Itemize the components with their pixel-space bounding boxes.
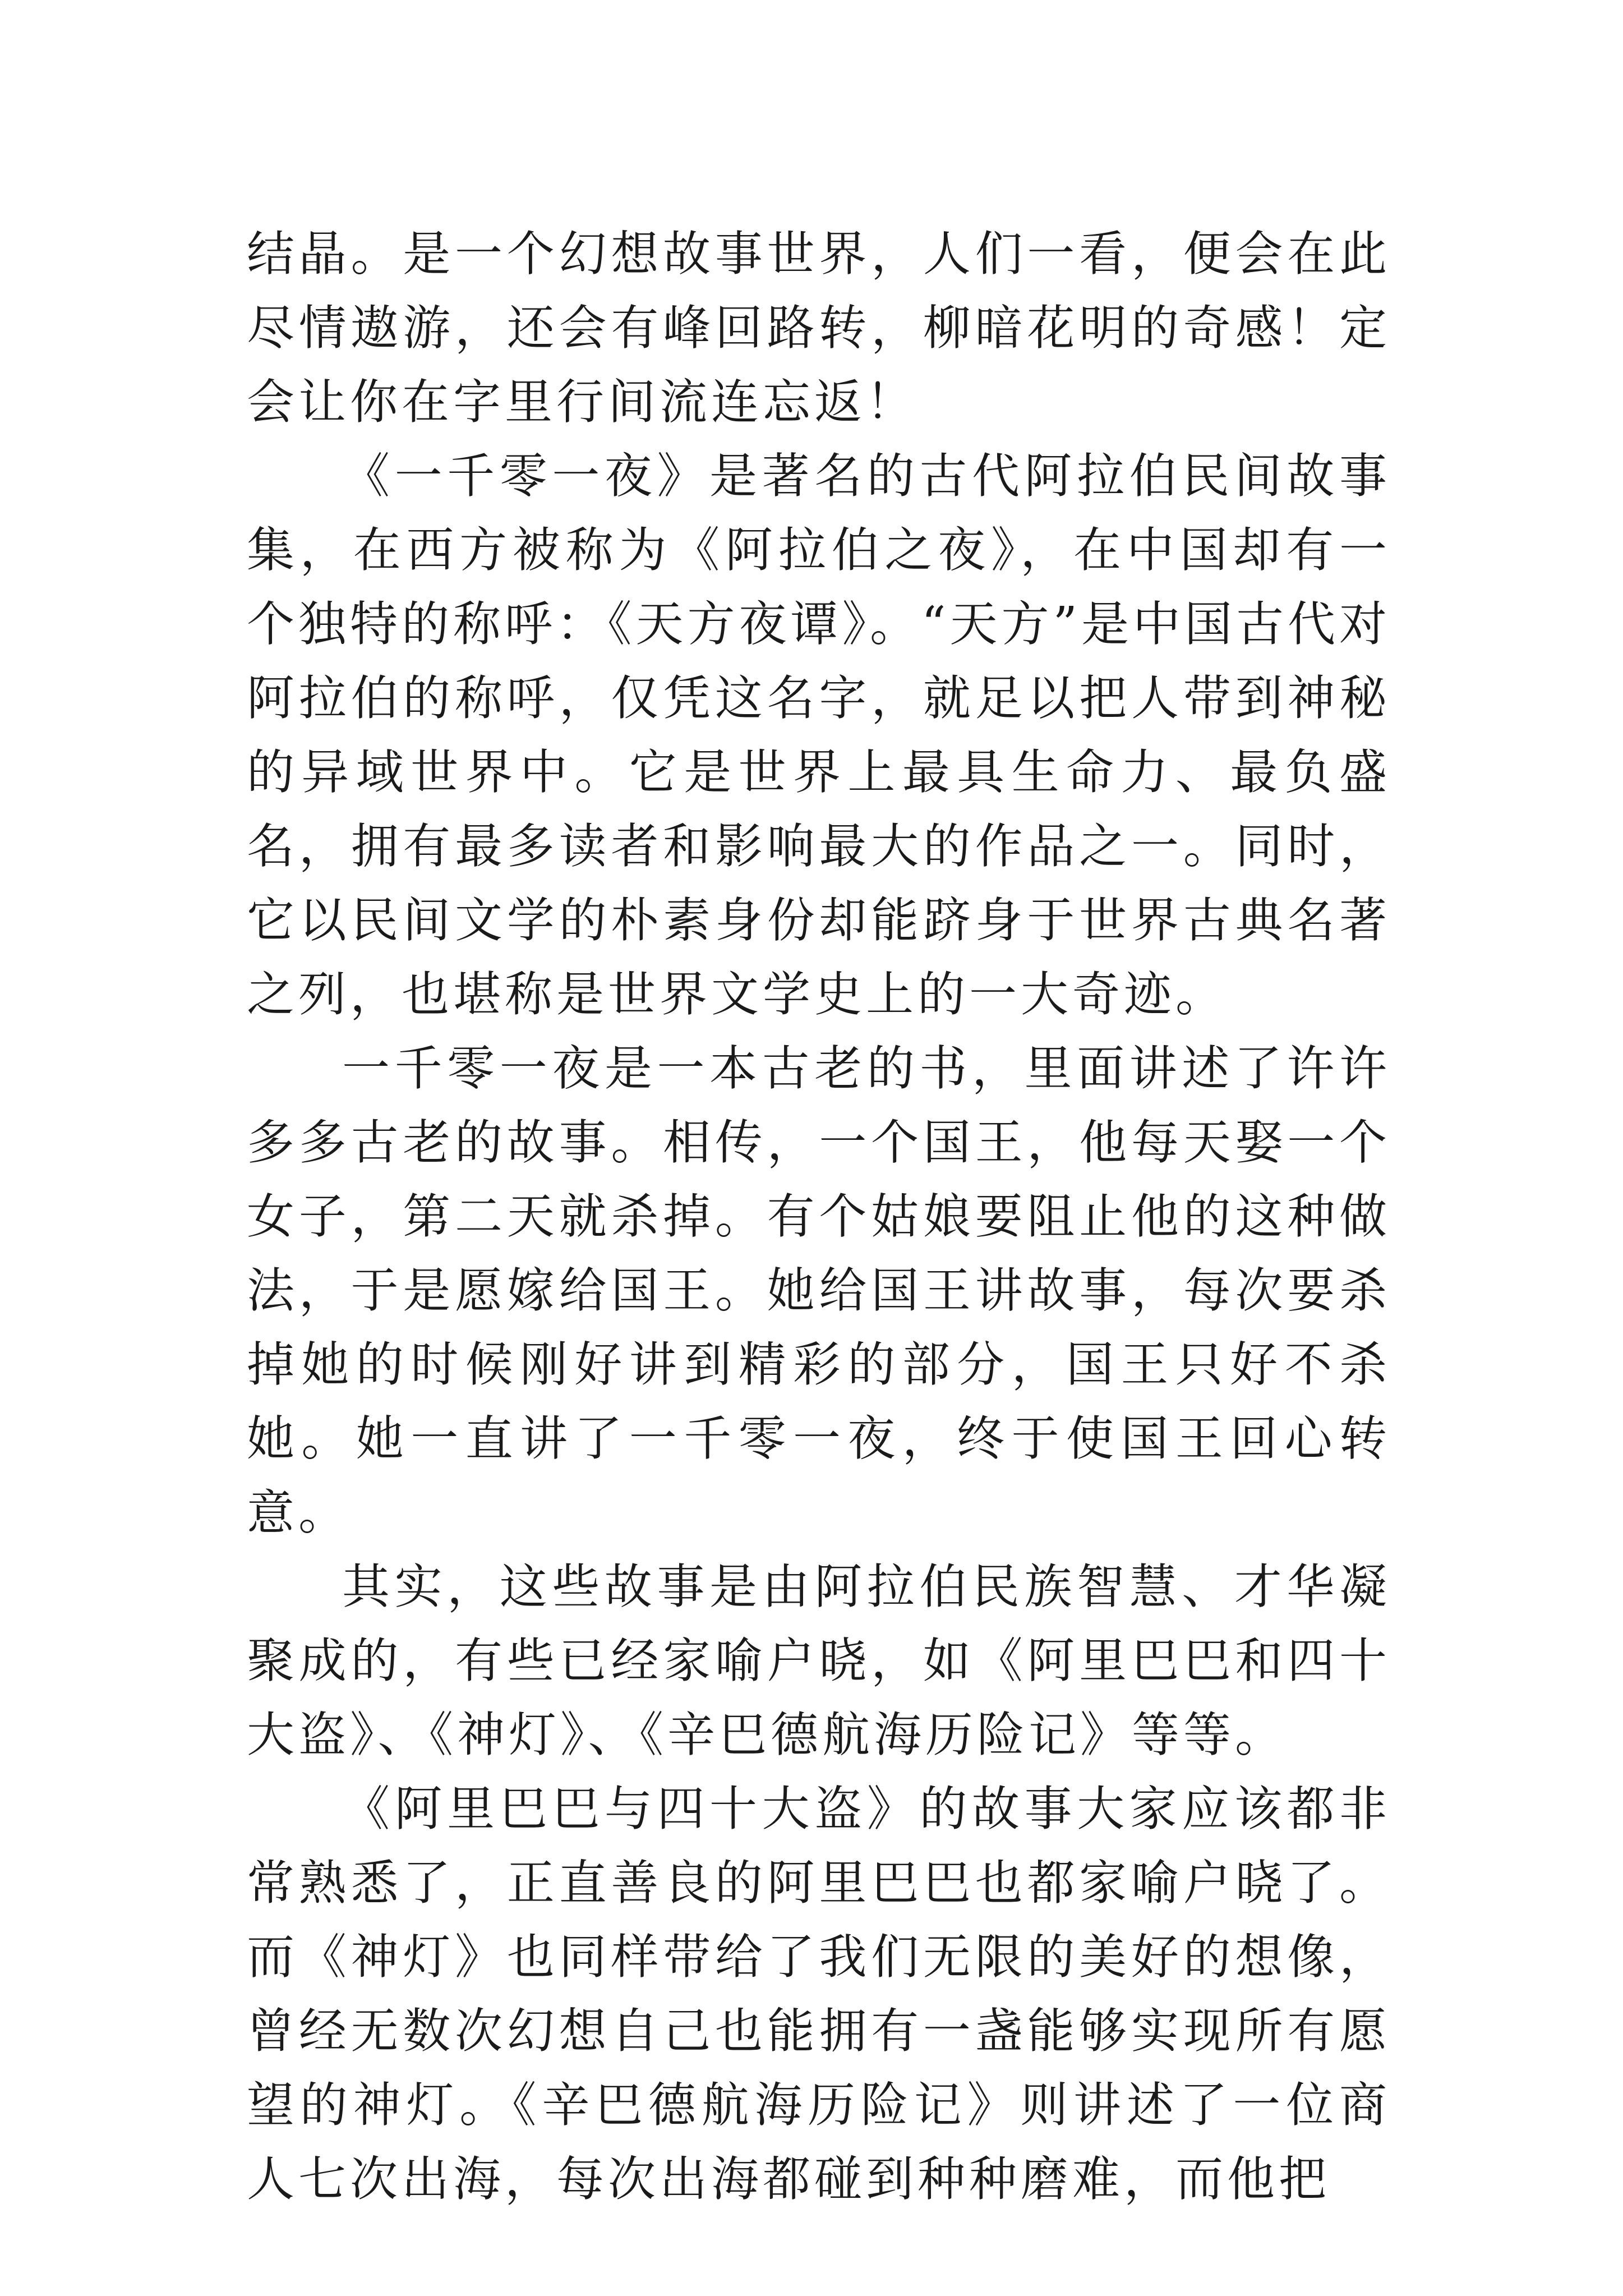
paragraph-4: 其实，这些故事是由阿拉伯民族智慧、才华凝聚成的，有些已经家喻户晓，如《阿里巴巴和四十大盗》、《神灯》、《辛巴德航海历险记》等等。: [247, 1559, 1391, 1763]
paragraph-1: 结晶。是一个幻想故事世界，人们一看，便会在此尽情遨游，还会有峰回路转，柳暗花明的奇感！定会让你在字里行间流连忘返！: [247, 227, 1391, 430]
document-body: [247, 218, 1391, 2217]
paragraph-5: 《阿里巴巴与四十大盗》的故事大家应该都非常熟悉了，正直善良的阿里巴巴也都家喻户晓了。而《神灯》也同样带给了我们无限的美好的想像，曾经无数次幻想自己也能拥有一盏能够实现所有愿望的神灯。《辛巴德航海历险记》则讲述了一位商人七次出海，每次出海都碰到种种磨难，而他把: [247, 1782, 1391, 2207]
paragraph-2: 《一千零一夜》是著名的古代阿拉伯民间故事集，在西方被称为《阿拉伯之夜》，在中国却有一个独特的称呼：《天方夜谭》。“天方”是中国古代对阿拉伯的称呼，仅凭这名字，就足以把人带到神秘的异域世界中。它是世界上最具生命力、最负盛名，拥有最多读者和影响最大的作品之一。同时，它以民间文学的朴素身份却能跻身于世界古典名著之列，也堪称是世界文学史上的一大奇迹。: [247, 449, 1391, 1023]
paragraph-3: 一千零一夜是一本古老的书，里面讲述了许许多多古老的故事。相传，一个国王，他每天娶一个女子，第二天就杀掉。有个姑娘要阻止他的这种做法，于是愿嫁给国王。她给国王讲故事，每次要杀掉她的时候刚好讲到精彩的部分，国王只好不杀她。她一直讲了一千零一夜，终于使国王回心转意。: [247, 1041, 1391, 1541]
